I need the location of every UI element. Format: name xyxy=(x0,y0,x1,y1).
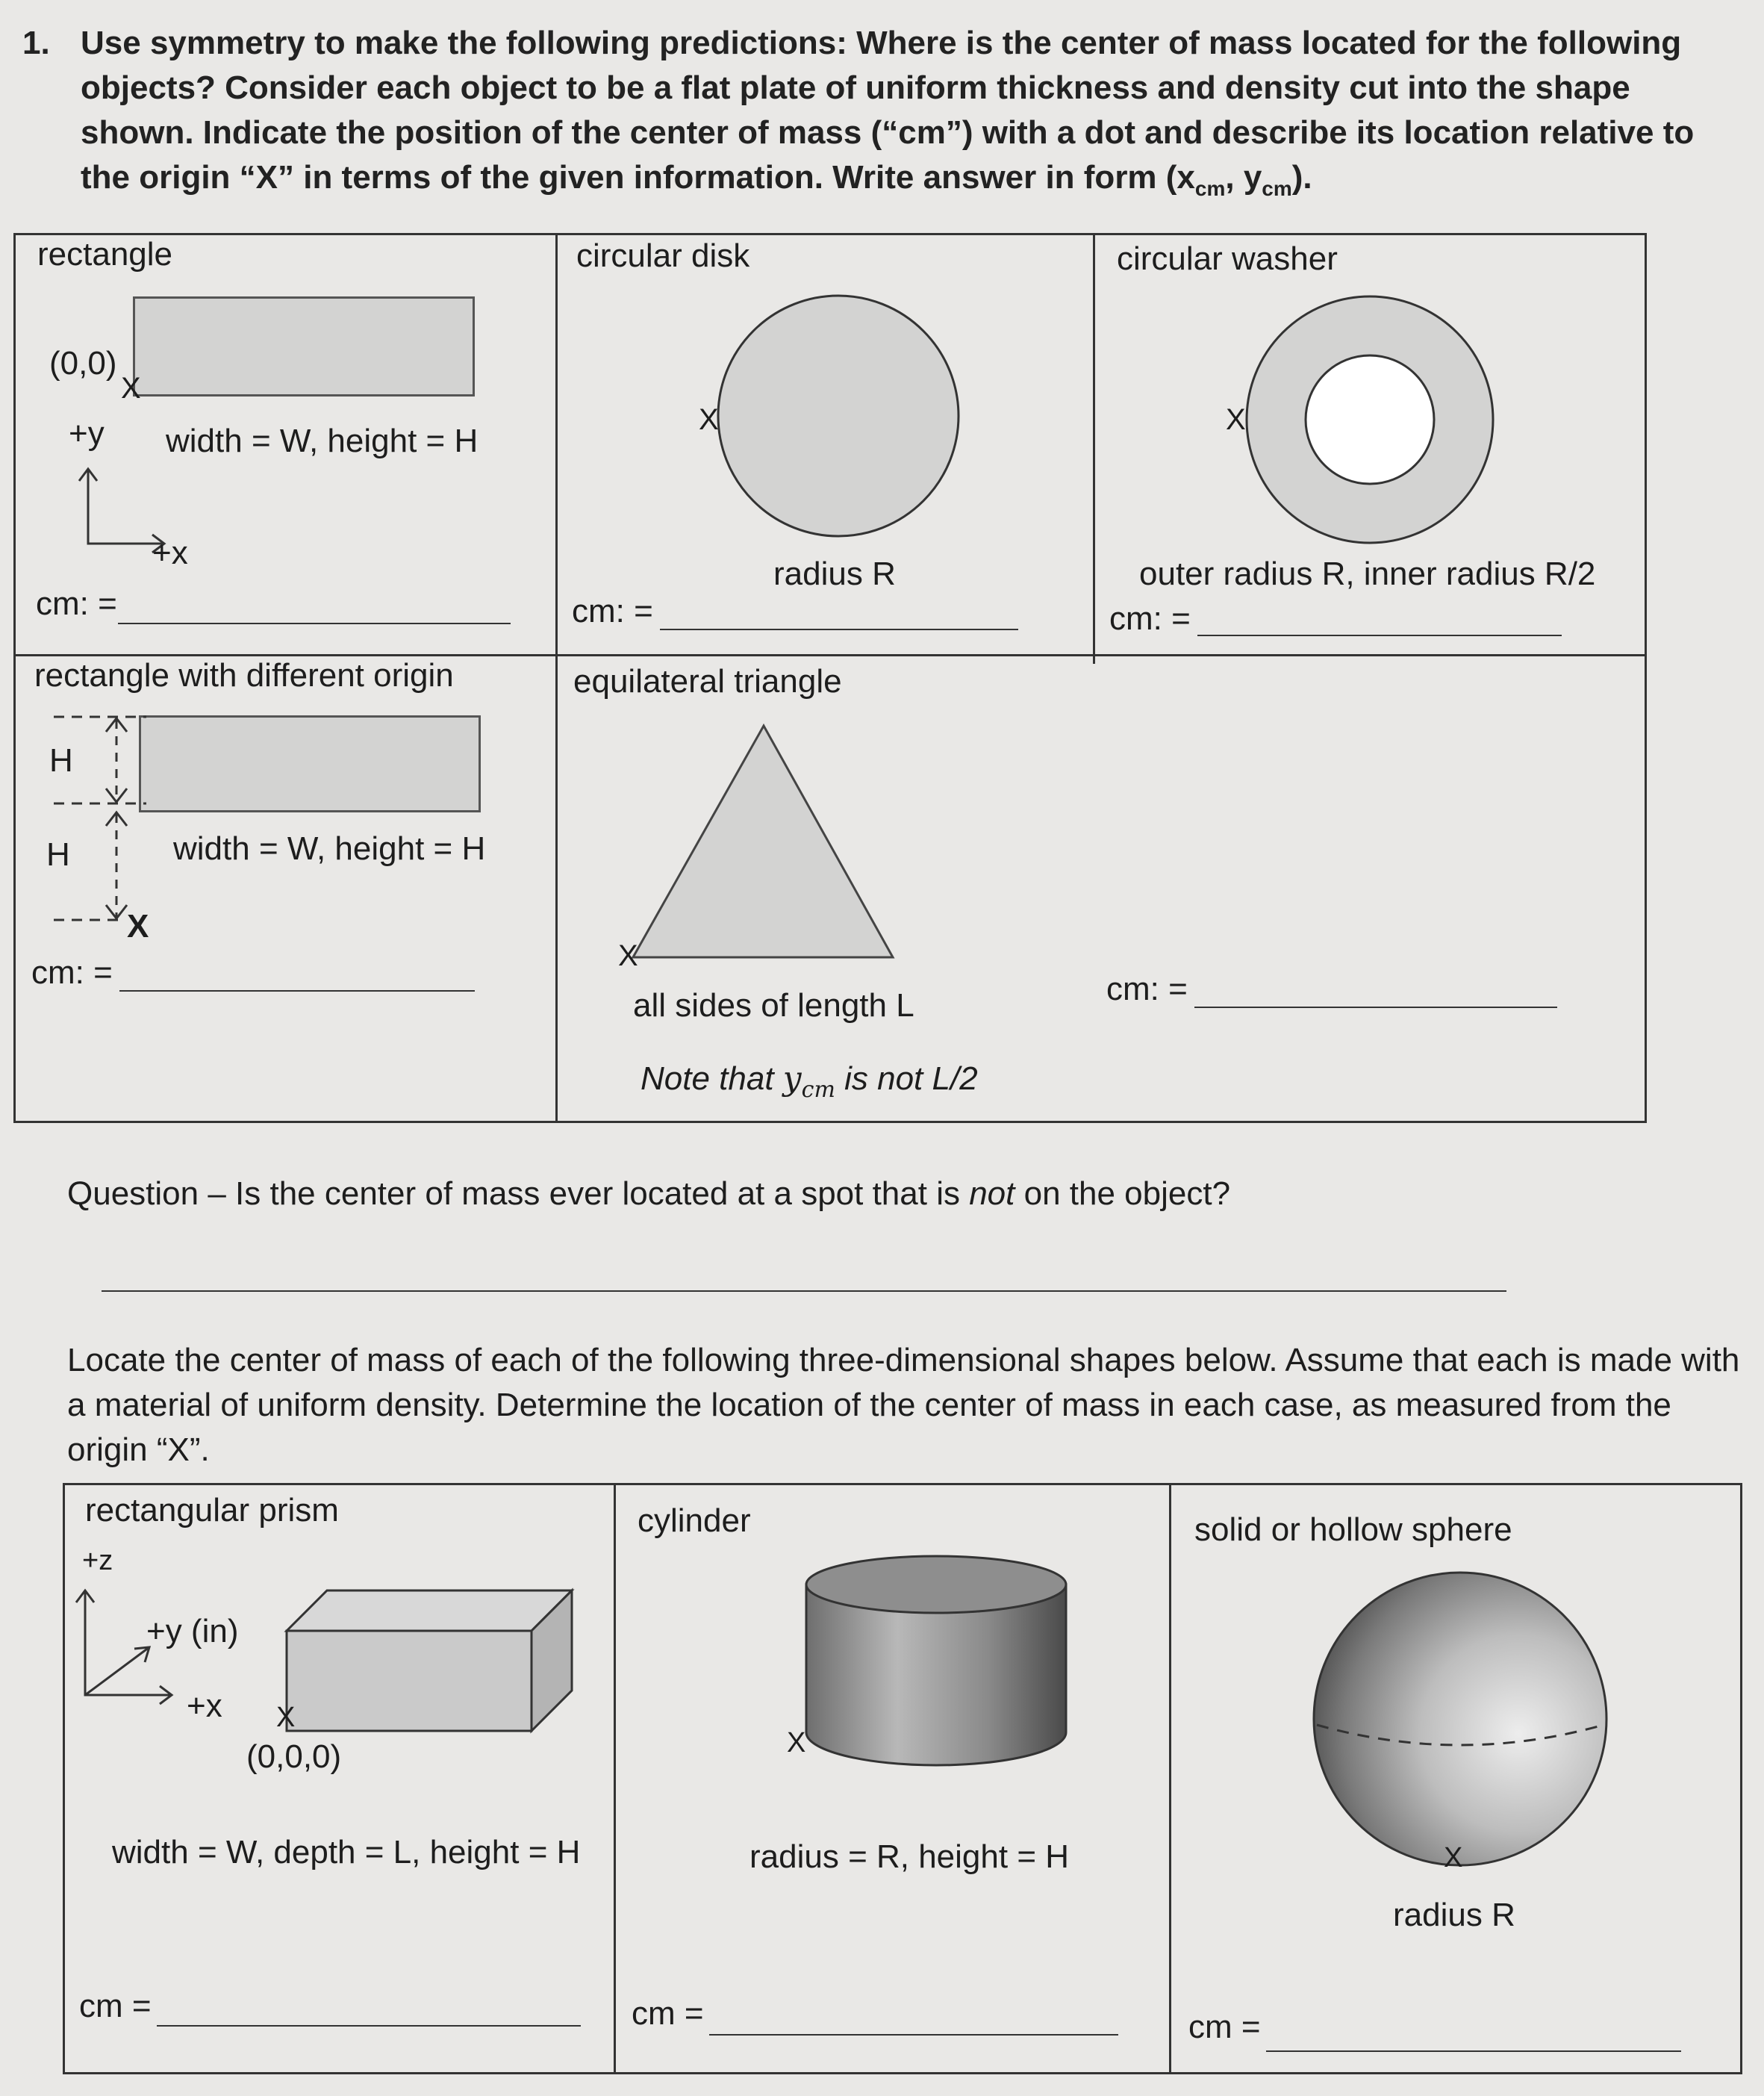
grid-divider xyxy=(1093,233,1095,664)
prism-dims: width = W, depth = L, height = H xyxy=(112,1834,581,1870)
prism-cm-label: cm = xyxy=(79,1988,152,2024)
rectangle-diff-origin-title: rectangle with different origin xyxy=(34,657,454,694)
cylinder-origin-x-marker: X xyxy=(787,1727,806,1758)
triangle-origin-x-marker: X xyxy=(618,939,638,972)
rectangle-diff-shape xyxy=(139,715,481,812)
disk-cm-label: cm: = xyxy=(572,593,653,629)
x-axis-label: +x xyxy=(152,535,188,571)
height-label-upper: H xyxy=(49,742,73,779)
question-1-text: Use symmetry to make the following predictions: Where is the center of mass located for the following objects? Consider each object to be a flat plate of uniform thickness and density cut into the shape shown. Indicate the position of the center of mass (“cm”) with a dot and describe its location relative to the origin “X” in terms of the given information. Write answer in form ($x_{cm}$, $y_{cm}$). xyxy=(81,25,1695,200)
rectangle-diff-dims: width = W, height = H xyxy=(173,830,486,867)
rectangle-cm-label: cm: = xyxy=(36,585,117,622)
triangle-note: Note that $y_{cm}$ is not L/2 xyxy=(641,1060,978,1103)
circular-disk-title: circular disk xyxy=(576,237,750,274)
sphere-dims: radius R xyxy=(1393,1897,1515,1933)
cylinder-cm-label: cm = xyxy=(632,1995,704,2032)
question-not-on-object: Question – Is the center of mass ever located at a spot that is not on the object? xyxy=(67,1175,1231,1212)
rectangle-diff-origin-x-marker: X xyxy=(127,908,149,945)
rectangle-shape xyxy=(133,296,475,397)
grid-divider xyxy=(555,233,558,1121)
triangle-shape xyxy=(627,721,903,965)
disk-shape xyxy=(715,293,962,539)
sphere-origin-x-marker: X xyxy=(1444,1842,1463,1873)
cylinder-cm-answer-line[interactable] xyxy=(709,2034,1118,2036)
cylinder-dims: radius = R, height = H xyxy=(749,1838,1070,1875)
question-number: 1. xyxy=(22,25,50,61)
rectangle-diff-cm-answer-line[interactable] xyxy=(119,990,475,992)
washer-shape xyxy=(1239,293,1500,547)
y-in-axis-label: +y (in) xyxy=(146,1613,239,1649)
z-axis-label: +z xyxy=(82,1545,113,1576)
rectangle-cm-answer-line[interactable] xyxy=(118,623,511,624)
empty-cell-cm-label: cm: = xyxy=(1106,971,1188,1007)
prism-origin-label: (0,0,0) xyxy=(246,1738,342,1775)
triangle-title: equilateral triangle xyxy=(573,663,842,700)
three-d-intro: Locate the center of mass of each of the following three-dimensional shapes below. Assume that each is made with a material of uniform density. Determine the location of the center of mass in each case, as measured from the origin “X”. xyxy=(67,1342,1740,1468)
grid-divider xyxy=(1169,1483,1171,2073)
cylinder-shape xyxy=(802,1553,1070,1777)
sphere-shape xyxy=(1311,1570,1609,1868)
washer-cm-label: cm: = xyxy=(1109,600,1191,637)
washer-origin-x-marker: X xyxy=(1226,403,1246,436)
empty-cell-cm-answer-line[interactable] xyxy=(1194,1007,1557,1008)
disk-dims: radius R xyxy=(773,556,896,592)
y-axis-label: +y xyxy=(69,415,105,452)
origin-label: (0,0) xyxy=(49,345,117,382)
washer-cm-answer-line[interactable] xyxy=(1197,635,1562,636)
triangle-dims: all sides of length L xyxy=(633,987,914,1024)
rectangle-dims: width = W, height = H xyxy=(166,423,479,459)
washer-title: circular washer xyxy=(1117,240,1338,277)
question-answer-line[interactable] xyxy=(102,1290,1506,1292)
prism-title: rectangular prism xyxy=(85,1492,339,1529)
rectangle-title: rectangle xyxy=(37,236,173,273)
washer-dims: outer radius R, inner radius R/2 xyxy=(1139,556,1596,592)
disk-origin-x-marker: X xyxy=(699,403,719,436)
height-label-lower: H xyxy=(46,836,70,873)
sphere-cm-answer-line[interactable] xyxy=(1266,2050,1681,2052)
prism-cm-answer-line[interactable] xyxy=(157,2025,581,2027)
cylinder-title: cylinder xyxy=(638,1502,751,1539)
prism-shape xyxy=(282,1586,581,1735)
rectangle-diff-cm-label: cm: = xyxy=(31,954,113,991)
disk-cm-answer-line[interactable] xyxy=(660,629,1018,630)
grid-divider xyxy=(614,1483,616,2073)
prism-origin-x-marker: X xyxy=(276,1702,296,1733)
sphere-title: solid or hollow sphere xyxy=(1194,1511,1512,1548)
origin-x-marker: X xyxy=(121,372,141,405)
sphere-cm-label: cm = xyxy=(1188,2009,1261,2045)
prism-x-axis-label: +x xyxy=(187,1688,222,1724)
